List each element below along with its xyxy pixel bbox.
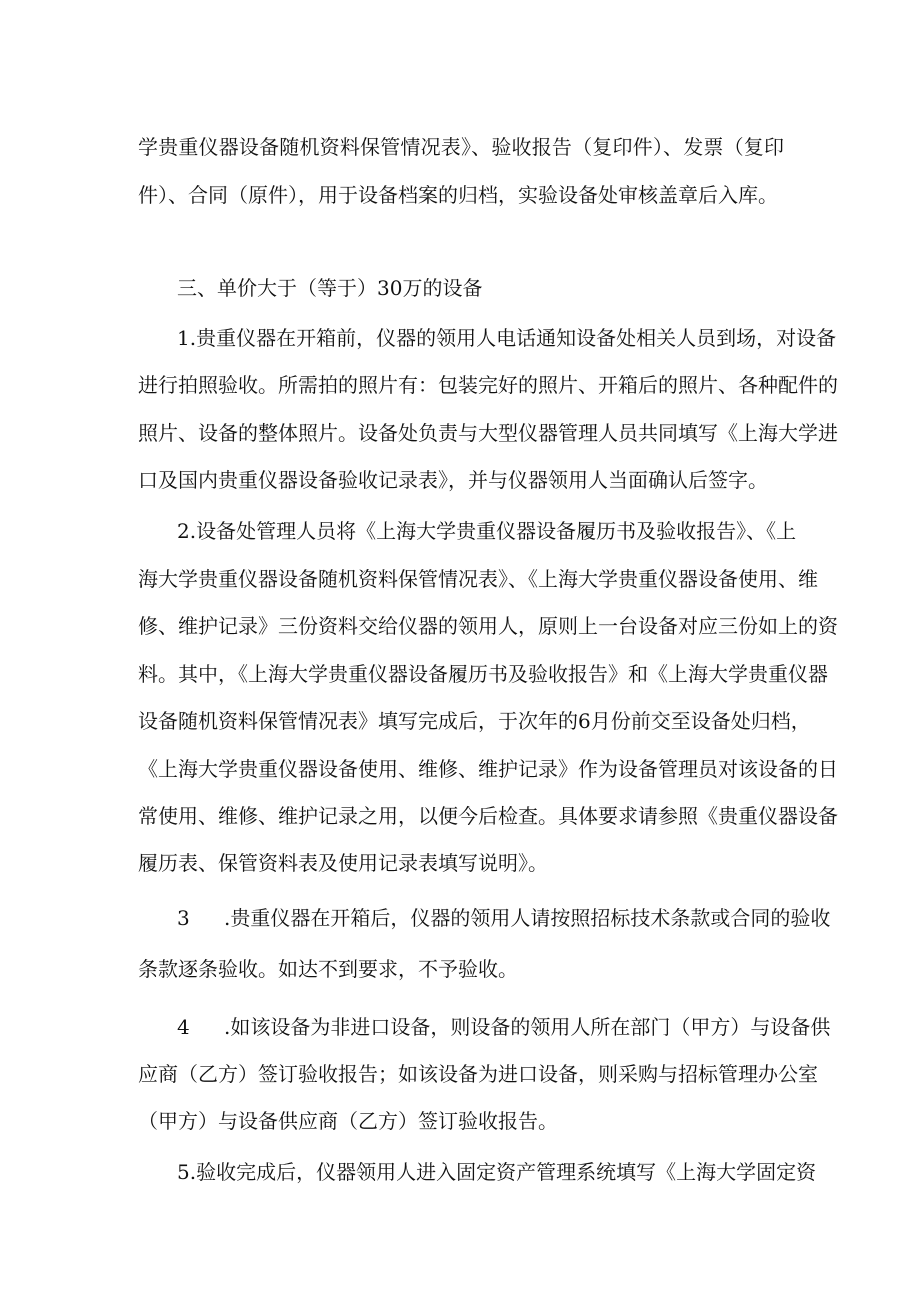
intro-line-1: 学贵重仪器设备随机资料保管情况表》、验收报告（复印件）、发票（复印 — [138, 135, 784, 159]
p2-line-1: 2.设备处管理人员将《上海大学贵重仪器设备履历书及验收报告》、《上 — [177, 519, 797, 543]
p1-line-2: 进行拍照验收。所需拍的照片有：包装完好的照片、开箱后的照片、各种配件的 — [138, 373, 838, 397]
p2-line-4: 料。其中，《上海大学贵重仪器设备履历书及验收报告》和《上海大学贵重仪器 — [138, 662, 828, 686]
p4-number: 4 — [177, 1015, 190, 1039]
p2-line-8: 履历表、保管资料表及使用记录表填写说明》。 — [138, 851, 548, 875]
p2-line-7: 常使用、维修、维护记录之用，以便今后检查。具体要求请参照《贵重仪器设备 — [138, 804, 838, 828]
p1-line-1: 1.贵重仪器在开箱前，仪器的领用人电话通知设备处相关人员到场，对设备 — [177, 326, 837, 350]
p3-line-1: .贵重仪器在开箱后，仪器的领用人请按照招标技术条款或合同的验收 — [224, 906, 831, 930]
p3-line-2: 条款逐条验收。如达不到要求，不予验收。 — [138, 957, 518, 981]
p4-line-1: .如该设备为非进口设备，则设备的领用人所在部门（甲方）与设备供 — [224, 1015, 831, 1039]
p1-line-4: 口及国内贵重仪器设备验收记录表》，并与仪器领用人当面确认后签字。 — [138, 468, 768, 492]
p4-line-3: （甲方）与设备供应商（乙方）签订验收报告。 — [138, 1109, 558, 1133]
p2-line-5: 设备随机资料保管情况表》填写完成后，于次年的6月份前交至设备处归档， — [138, 709, 811, 733]
p2-line-3: 修、维护记录》三份资料交给仪器的领用人，原则上一台设备对应三份如上的资 — [138, 614, 838, 638]
intro-line-2: 件）、合同（原件），用于设备档案的归档，实验设备处审核盖章后入库。 — [138, 183, 778, 207]
p5-line-1: 5.验收完成后，仪器领用人进入固定资产管理系统填写《上海大学固定资 — [177, 1160, 817, 1184]
section-title: 三、单价大于（等于）30万的设备 — [177, 276, 483, 300]
p2-line-2: 海大学贵重仪器设备随机资料保管情况表》、《上海大学贵重仪器设备使用、维 — [138, 567, 818, 591]
p2-line-6: 《上海大学贵重仪器设备使用、维修、维护记录》作为设备管理员对该设备的日 — [138, 757, 838, 781]
p4-line-2: 应商（乙方）签订验收报告；如该设备为进口设备，则采购与招标管理办公室 — [138, 1062, 818, 1086]
p3-number: 3 — [177, 906, 190, 930]
p1-line-3: 照片、设备的整体照片。设备处负责与大型仪器管理人员共同填写《上海大学进 — [138, 421, 838, 445]
